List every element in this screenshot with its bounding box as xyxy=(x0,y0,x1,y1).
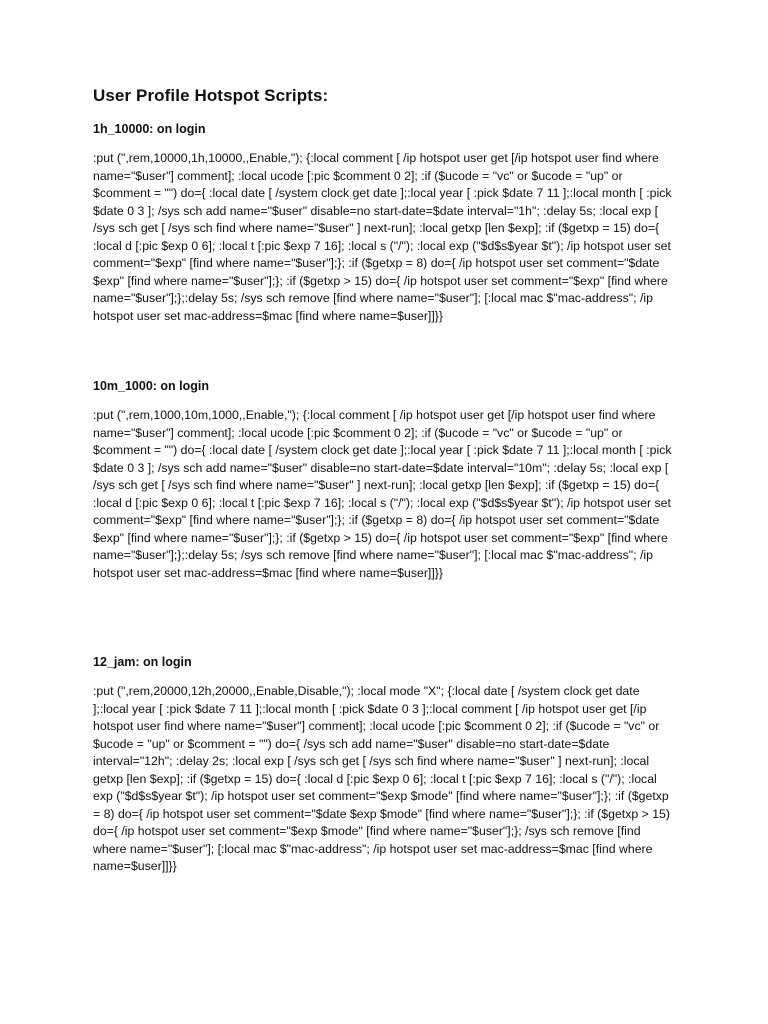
section-heading: 12_jam: on login xyxy=(93,655,192,669)
script-section-1h-10000 xyxy=(93,120,677,325)
section-heading: 1h_10000: on login xyxy=(93,122,206,136)
script-section-12-jam xyxy=(93,653,677,876)
document-title: User Profile Hotspot Scripts: xyxy=(93,86,329,105)
script-text: :put (",rem,20000,12h,20000,,Enable,Disable,"); :local mode "X"; {:local date [ /system clock get date ];:local year [ :pick $date 7 11 ];:local month [ :pick $date 0 3 ];:local comment [ /ip hotspot user get [/ip hotspot user find where name="$user"] comment]; :local ucode [:pic $comment 0 2]; :if ($ucode = "vc" or $ucode = "up" or $comment = "") do={ /sys sch add name="$user" disable=no start-date=$date interval="12h"; :delay 2s; :local exp [ /sys sch get [ /sys sch find where name="$user" ] next-run]; :local getxp [len $exp]; :if ($getxp = 15) do={ :local d [:pic $exp 0 6]; :local t [:pic $exp 7 16]; :local s ("/"); :local exp ("$d$s$year $t"); /ip hotspot user set comment="$exp $mode" [find where name="$user"];}; :if ($getxp = 8) do={ /ip hotspot user set comment="$date $exp $mode" [find where name="$user"];}; :if ($getxp > 15) do={ /ip hotspot user set comment="$exp $mode" [find where name="$user"];}; /sys sch remove [find where name="$user"]; [:local mac $"mac-address"; /ip hotspot user set mac-address=$mac [find where name=$user]]}} xyxy=(93,684,670,873)
script-text: :put (",rem,10000,1h,10000,,Enable,"); {:local comment [ /ip hotspot user get [/ip hotspot user find where name="$user"] comment]; :local ucode [:pic $comment 0 2]; :if ($ucode = "vc" or $ucode = "up" or $comment = "") do={ :local date [ /system clock get date ];:local year [ :pick $date 7 11 ];:local month [ :pick $date 0 3 ]; /sys sch add name="$user" disable=no start-date=$date interval="1h"; :delay 5s; :local exp [ /sys sch get [ /sys sch find where name="$user" ] next-run]; :local getxp [len $exp]; :if ($getxp = 15) do={ :local d [:pic $exp 0 6]; :local t [:pic $exp 7 16]; :local s ("/"); :local exp ("$d$s$year $t"); /ip hotspot user set comment="$exp" [find where name="$user"];}; :if ($getxp = 8) do={ /ip hotspot user set comment="$date $exp" [find where name="$user"];}; :if ($getxp > 15) do={ /ip hotspot user set comment="$exp" [find where name="$user"];};:delay 5s; /sys sch remove [find where name="$user"]; [:local mac $"mac-address"; /ip hotspot user set mac-address=$mac [find where name=$user]]}} xyxy=(93,151,672,323)
script-section-10m-1000 xyxy=(93,377,677,582)
script-text: :put (",rem,1000,10m,1000,,Enable,"); {:local comment [ /ip hotspot user get [/ip hotspot user find where name="$user"] comment]; :local ucode [:pic $comment 0 2]; :if ($ucode = "vc" or $ucode = "up" or $comment = "") do={ :local date [ /system clock get date ];:local year [ :pick $date 7 11 ];:local month [ :pick $date 0 3 ]; /sys sch add name="$user" disable=no start-date=$date interval="10m"; :delay 5s; :local exp [ /sys sch get [ /sys sch find where name="$user" ] next-run]; :local getxp [len $exp]; :if ($getxp = 15) do={ :local d [:pic $exp 0 6]; :local t [:pic $exp 7 16]; :local s ("/"); :local exp ("$d$s$year $t"); /ip hotspot user set comment="$exp" [find where name="$user"];}; :if ($getxp = 8) do={ /ip hotspot user set comment="$date $exp" [find where name="$user"];}; :if ($getxp > 15) do={ /ip hotspot user set comment="$exp" [find where name="$user"];};:delay 5s; /sys sch remove [find where name="$user"]; [:local mac $"mac-address"; /ip hotspot user set mac-address=$mac [find where name=$user]]}} xyxy=(93,408,672,580)
section-heading: 10m_1000: on login xyxy=(93,379,210,393)
